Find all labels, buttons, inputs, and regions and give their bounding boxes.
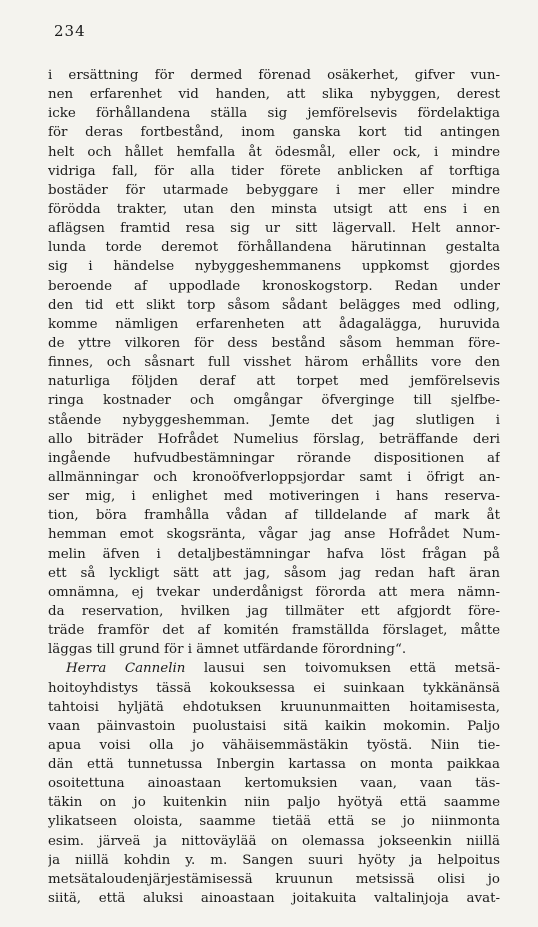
line-text: siitä, että aluksi ainoastaan joitakuita valtalinjoja avat- — [48, 891, 500, 907]
text-line — [48, 104, 500, 123]
line-text: i ersättning för dermed förenad osäkerhet, gifver vun- — [48, 68, 500, 83]
line-text: icke förhållandena ställa sig jemförelsevis fördelaktiga — [48, 106, 500, 122]
line-text: hemman emot skogsränta, vågar jag anse Hofrådet Num- — [48, 527, 500, 543]
text-line — [48, 66, 500, 85]
text-line — [48, 755, 500, 774]
text-line — [48, 621, 500, 640]
line-text: tion, böra framhålla vådan af tilldelande af mark åt — [48, 508, 500, 524]
line-text: bostäder för utarmade bebyggare i mer eller mindre — [48, 182, 500, 198]
line-text: dän että tunnetussa Inbergin kartassa on monta paikkaa — [48, 757, 500, 773]
line-text: hoitoyhdistys tässä kokouksessa ei suinkaan tykkänänsä — [48, 680, 500, 696]
line-text: melin äfven i detaljbestämningar hafva löst frågan på — [48, 546, 500, 562]
line-text: finnes, och såsnart full visshet härom erhållits vore den — [48, 355, 500, 371]
text-line — [48, 277, 500, 296]
text-line — [48, 832, 500, 851]
text-line — [48, 334, 500, 353]
line-text: ringa kostnader och omgångar öfverginge till sjelfbe- — [48, 393, 500, 409]
line-text: vidriga fall, för alla tider förete anblicken af torftiga — [48, 163, 500, 179]
line-text: ett så lyckligt sätt att jag, såsom jag redan haft äran — [48, 565, 500, 581]
speaker-name: Herra Cannelin — [66, 661, 186, 677]
line-text: allo biträder Hofrådet Numelius förslag, beträffande deri — [48, 431, 500, 447]
line-text: helt och hållet hemfalla åt ödesmål, eller ock, i mindre — [48, 144, 500, 160]
text-line — [48, 430, 500, 449]
text-line — [48, 545, 500, 564]
text-line — [48, 889, 500, 908]
line-text: förödda trakter, utan den minsta utsigt att ens i en — [48, 201, 500, 217]
text-line — [48, 487, 500, 506]
line-text: tahtoisi hyljätä ehdotuksen kruununmaitten hoitamisesta, — [48, 699, 500, 715]
line-text: träde framför det af komitén framställda förslaget, måtte — [48, 623, 500, 639]
text-line — [48, 640, 500, 659]
line-text: nen erfarenhet vid handen, att slika nybyggen, derest — [48, 87, 500, 103]
text-line — [48, 717, 500, 736]
line-text: esim. järveä ja nittoväylää on olemassa jokseenkin niillä — [48, 833, 500, 849]
text-line — [48, 200, 500, 219]
text-line — [48, 812, 500, 831]
line-text: den tid ett slikt torp såsom sådant belägges med odling, — [48, 297, 500, 313]
text-line — [48, 219, 500, 238]
text-line — [48, 449, 500, 468]
text-line — [48, 468, 500, 487]
line-text: omnämna, ej tvekar underdånigst förorda att mera nämn- — [48, 584, 500, 600]
line-text: de yttre vilkoren för dess bestånd såsom hemman före- — [48, 335, 500, 351]
text-line — [48, 870, 500, 889]
body-text — [48, 66, 500, 908]
text-line — [48, 736, 500, 755]
text-line — [48, 659, 500, 678]
text-line — [48, 506, 500, 525]
text-line — [48, 774, 500, 793]
line-text: lunda torde deremot förhållandena härutinnan gestalta — [48, 240, 500, 256]
text-line — [48, 564, 500, 583]
text-line — [48, 525, 500, 544]
text-line — [48, 602, 500, 621]
text-line — [48, 698, 500, 717]
text-line — [48, 793, 500, 812]
text-line — [48, 353, 500, 372]
line-text: lausui sen toivomuksen että metsä- — [185, 661, 500, 677]
line-text: för deras fortbestånd, inom ganska kort tid antingen — [48, 125, 500, 141]
text-line — [48, 583, 500, 602]
line-text: ylikatseen oloista, saamme tietää että se jo niinmonta — [48, 814, 500, 830]
text-line — [48, 411, 500, 430]
line-text: ingående hufvudbestämningar rörande dispositionen af — [48, 450, 500, 466]
line-text: vaan päinvastoin puolustaisi sitä kaikin mokomin. Paljo — [48, 718, 500, 734]
line-text: stående nybyggeshemman. Jemte det jag slutligen i — [48, 412, 500, 428]
text-line — [48, 372, 500, 391]
line-text: allmänningar och kronoöfverloppsjordar samt i öfrigt an- — [48, 469, 500, 485]
text-line — [48, 85, 500, 104]
line-text: da reservation, hvilken jag tillmäter ett afgjordt före- — [48, 603, 500, 619]
line-text: komme nämligen erfarenheten att ådagalägga, huruvida — [48, 316, 500, 332]
text-line — [48, 257, 500, 276]
text-line — [48, 391, 500, 410]
page-number: 234 — [54, 22, 86, 40]
text-line — [48, 181, 500, 200]
line-text: naturliga följden deraf att torpet med jemförelsevis — [48, 374, 500, 390]
text-line — [48, 123, 500, 142]
line-text: beroende af uppodlade kronoskogstorp. Redan under — [48, 278, 500, 294]
text-line — [48, 238, 500, 257]
line-text: osoitettuna ainoastaan kertomuksien vaan, vaan täs- — [48, 776, 500, 792]
line-text: ja niillä kohdin y. m. Sangen suuri hyöty ja helpoitus — [48, 852, 500, 868]
line-text: apua voisi olla jo vähäisemmästäkin työstä. Niin tie- — [48, 737, 500, 753]
text-line — [48, 162, 500, 181]
line-text: läggas till grund för i ämnet utfärdande förordning“. — [48, 642, 407, 658]
text-line — [48, 851, 500, 870]
line-text: aflägsen framtid resa sig ur sitt lägervall. Helt annor- — [48, 221, 500, 237]
line-text: sig i händelse nybyggeshemmanens uppkomst gjordes — [48, 259, 500, 275]
line-text: täkin on jo kuitenkin niin paljo hyötyä että saamme — [48, 795, 500, 811]
text-line — [48, 315, 500, 334]
text-line — [48, 679, 500, 698]
text-line — [48, 143, 500, 162]
line-text: ser mig, i enlighet med motiveringen i hans reserva- — [48, 489, 500, 505]
line-text: metsätaloudenjärjestämisessä kruunun metsissä olisi jo — [48, 871, 500, 887]
text-line — [48, 296, 500, 315]
